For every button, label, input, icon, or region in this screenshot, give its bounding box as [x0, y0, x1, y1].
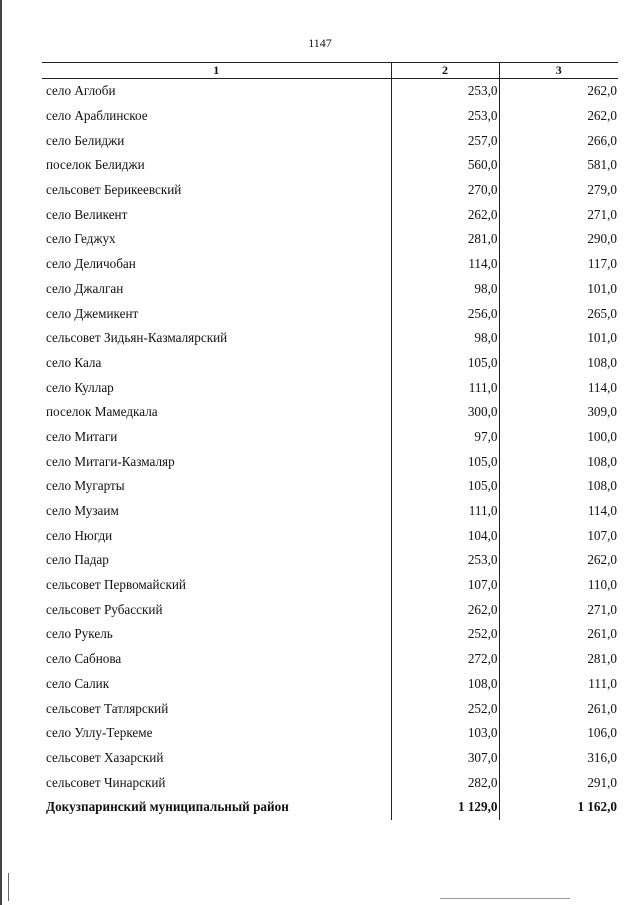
table-row [42, 351, 618, 376]
table-row [42, 79, 618, 104]
table-row [42, 178, 618, 203]
row-name: сельсовет Чинарский [46, 774, 166, 790]
row-value-col2: 105,0 [391, 474, 499, 499]
row-value-col3: 101,0 [499, 326, 618, 351]
row-value-col2: 97,0 [391, 425, 499, 450]
table-row [42, 597, 618, 622]
table-row [42, 400, 618, 425]
table-row [42, 523, 618, 548]
row-value-col3: 108,0 [499, 449, 618, 474]
scan-mark [8, 873, 9, 901]
row-value-col3: 271,0 [499, 597, 618, 622]
row-value-col3: 101,0 [499, 277, 618, 302]
row-value-col2: 103,0 [391, 721, 499, 746]
row-value-col2: 104,0 [391, 523, 499, 548]
row-name: сельсовет Берикеевский [46, 182, 182, 198]
data-table [42, 62, 618, 820]
row-value-col2: 105,0 [391, 449, 499, 474]
table-row [42, 647, 618, 672]
row-name: село Араблинское [46, 108, 148, 124]
row-value-col2: 114,0 [391, 252, 499, 277]
table-row [42, 128, 618, 153]
row-name: село Сабнова [46, 651, 122, 667]
total-name: Докузпаринский муниципальный район [46, 799, 289, 815]
table-row [42, 474, 618, 499]
row-name: село Деличобан [46, 256, 136, 272]
row-name: село Геджух [46, 231, 116, 247]
row-name: село Джемикент [46, 305, 139, 321]
row-value-col3: 271,0 [499, 202, 618, 227]
column-header-1: 1 [42, 63, 391, 79]
row-value-col2: 253,0 [391, 104, 499, 129]
row-value-col2: 107,0 [391, 573, 499, 598]
row-name: сельсовет Рубасский [46, 601, 163, 617]
row-value-col2: 307,0 [391, 746, 499, 771]
table-row [42, 672, 618, 697]
row-value-col3: 261,0 [499, 622, 618, 647]
table-row [42, 227, 618, 252]
table-row [42, 301, 618, 326]
row-name: село Митаги [46, 428, 118, 444]
row-name: село Музаим [46, 503, 119, 519]
row-value-col3: 117,0 [499, 252, 618, 277]
row-value-col2: 98,0 [391, 326, 499, 351]
row-value-col3: 111,0 [499, 672, 618, 697]
row-value-col3: 100,0 [499, 425, 618, 450]
row-name: село Аглоби [46, 83, 116, 99]
row-value-col3: 106,0 [499, 721, 618, 746]
row-name: село Салик [46, 675, 110, 691]
page-left-edge [0, 0, 2, 905]
row-value-col3: 266,0 [499, 128, 618, 153]
table-row [42, 573, 618, 598]
row-value-col3: 265,0 [499, 301, 618, 326]
row-value-col3: 108,0 [499, 474, 618, 499]
row-value-col3: 262,0 [499, 104, 618, 129]
table-row [42, 449, 618, 474]
row-value-col3: 291,0 [499, 770, 618, 795]
scan-mark-bottom [440, 898, 570, 899]
row-value-col3: 107,0 [499, 523, 618, 548]
row-value-col3: 581,0 [499, 153, 618, 178]
row-value-col3: 316,0 [499, 746, 618, 771]
row-value-col2: 262,0 [391, 597, 499, 622]
row-value-col3: 108,0 [499, 351, 618, 376]
table-row [42, 499, 618, 524]
row-name: село Рукель [46, 626, 113, 642]
column-header-3: 3 [499, 63, 618, 79]
row-value-col2: 253,0 [391, 79, 499, 104]
row-value-col3: 309,0 [499, 400, 618, 425]
table-row [42, 153, 618, 178]
row-value-col2: 108,0 [391, 672, 499, 697]
table-row [42, 375, 618, 400]
row-value-col2: 253,0 [391, 548, 499, 573]
row-value-col3: 281,0 [499, 647, 618, 672]
row-name: поселок Мамедкала [46, 404, 158, 420]
total-value-col2: 1 129,0 [391, 795, 499, 820]
row-value-col2: 300,0 [391, 400, 499, 425]
total-row [42, 795, 618, 820]
row-value-col2: 281,0 [391, 227, 499, 252]
table-row [42, 622, 618, 647]
row-name: сельсовет Хазарский [46, 749, 164, 765]
row-name: село Митаги-Казмаляр [46, 453, 175, 469]
table-row [42, 425, 618, 450]
table-row [42, 548, 618, 573]
row-name: село Белиджи [46, 132, 125, 148]
row-name: село Нюгди [46, 527, 113, 543]
row-value-col2: 252,0 [391, 696, 499, 721]
row-name: село Куллар [46, 379, 114, 395]
row-name: поселок Белиджи [46, 157, 145, 173]
column-header-2: 2 [391, 63, 499, 79]
row-value-col3: 290,0 [499, 227, 618, 252]
row-value-col2: 252,0 [391, 622, 499, 647]
row-value-col2: 111,0 [391, 499, 499, 524]
row-name: село Мугарты [46, 478, 125, 494]
table-row [42, 770, 618, 795]
row-value-col2: 256,0 [391, 301, 499, 326]
row-name: сельсовет Первомайский [46, 577, 186, 593]
row-value-col3: 261,0 [499, 696, 618, 721]
row-name: село Джалган [46, 280, 124, 296]
row-value-col2: 105,0 [391, 351, 499, 376]
row-value-col3: 279,0 [499, 178, 618, 203]
page-number: 1147 [308, 36, 332, 50]
row-value-col2: 282,0 [391, 770, 499, 795]
row-value-col2: 560,0 [391, 153, 499, 178]
row-name: село Кала [46, 354, 102, 370]
row-value-col2: 111,0 [391, 375, 499, 400]
total-value-col3: 1 162,0 [499, 795, 618, 820]
table-row [42, 696, 618, 721]
row-value-col3: 110,0 [499, 573, 618, 598]
table-row [42, 277, 618, 302]
row-name: село Великент [46, 206, 128, 222]
row-name: село Падар [46, 552, 109, 568]
row-name: сельсовет Татлярский [46, 700, 169, 716]
table-row [42, 104, 618, 129]
table-header-row [42, 63, 618, 79]
row-value-col3: 262,0 [499, 548, 618, 573]
row-name: сельсовет Зидьян-Казмалярский [46, 330, 228, 346]
row-value-col3: 262,0 [499, 79, 618, 104]
table-row [42, 252, 618, 277]
table-row [42, 326, 618, 351]
table-row [42, 202, 618, 227]
table-body [42, 79, 618, 820]
row-value-col2: 98,0 [391, 277, 499, 302]
row-value-col2: 270,0 [391, 178, 499, 203]
row-value-col2: 257,0 [391, 128, 499, 153]
row-name: село Уллу-Теркеме [46, 725, 153, 741]
table-row [42, 721, 618, 746]
table-row [42, 746, 618, 771]
row-value-col2: 262,0 [391, 202, 499, 227]
row-value-col3: 114,0 [499, 499, 618, 524]
row-value-col2: 272,0 [391, 647, 499, 672]
row-value-col3: 114,0 [499, 375, 618, 400]
